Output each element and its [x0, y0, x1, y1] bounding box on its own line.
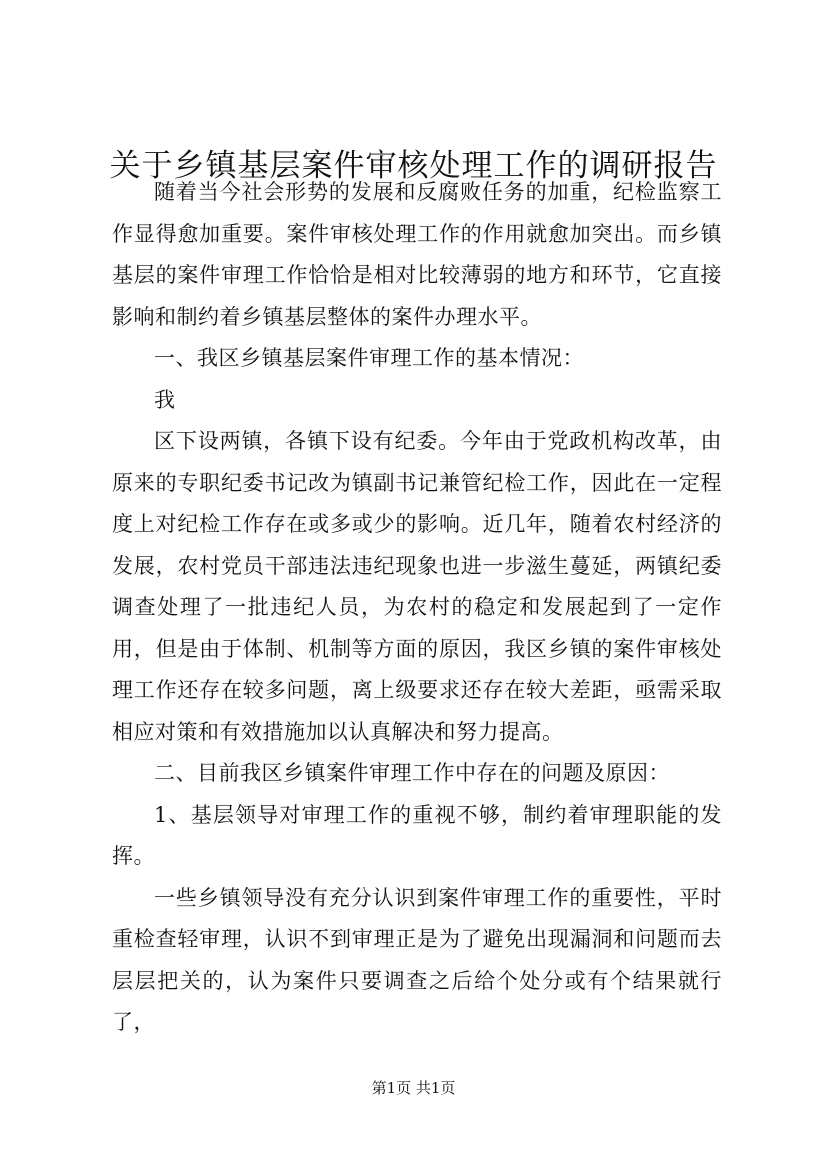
- document-title: 关于乡镇基层案件审核处理工作的调研报告: [109, 148, 718, 184]
- document-body: [112, 172, 722, 1044]
- paragraph-problem-1: 一些乡镇领导没有充分认识到案件审理工作的重要性，平时重检查轻审理，认识不到审理正是为了避免出现漏洞和问题而去层层把关的，认为案件只要调查之后给个处分或有个结果就行了，: [112, 885, 722, 1034]
- paragraph-intro: 随着当今社会形势的发展和反腐败任务的加重，纪检监察工作显得愈加重要。案件审核处理工作的作用就愈加突出。而乡镇基层的案件审理工作恰恰是相对比较薄弱的地方和环节，它直接影响和制约着乡镇基层整体的案件办理水平。: [112, 180, 722, 329]
- subsection-heading-1: 1、基层领导对审理工作的重视不够，制约着审理职能的发挥。: [112, 802, 722, 868]
- paragraph-basic-situation: 区下设两镇，各镇下设有纪委。今年由于党政机构改革，由原来的专职纪委书记改为镇副书记兼管纪检工作，因此在一定程度上对纪检工作存在或多或少的影响。近几年，随着农村经济的发展，农村党员干部违法违纪现象也进一步滋生蔓延，两镇纪委调查处理了一批违纪人员，为农村的稳定和发展起到了一定作用，但是由于体制、机制等方面的原因，我区乡镇的案件审核处理工作还存在较多问题，离上级要求还存在较大差距，亟需采取相应对策和有效措施加以认真解决和努力提高。: [112, 429, 722, 744]
- section-heading-1: 一、我区乡镇基层案件审理工作的基本情况：: [154, 346, 584, 370]
- page-footer: 第1页 共1页: [371, 1079, 456, 1097]
- paragraph-fragment: 我: [154, 387, 176, 412]
- section-heading-2: 二、目前我区乡镇案件审理工作中存在的问题及原因：: [154, 761, 670, 785]
